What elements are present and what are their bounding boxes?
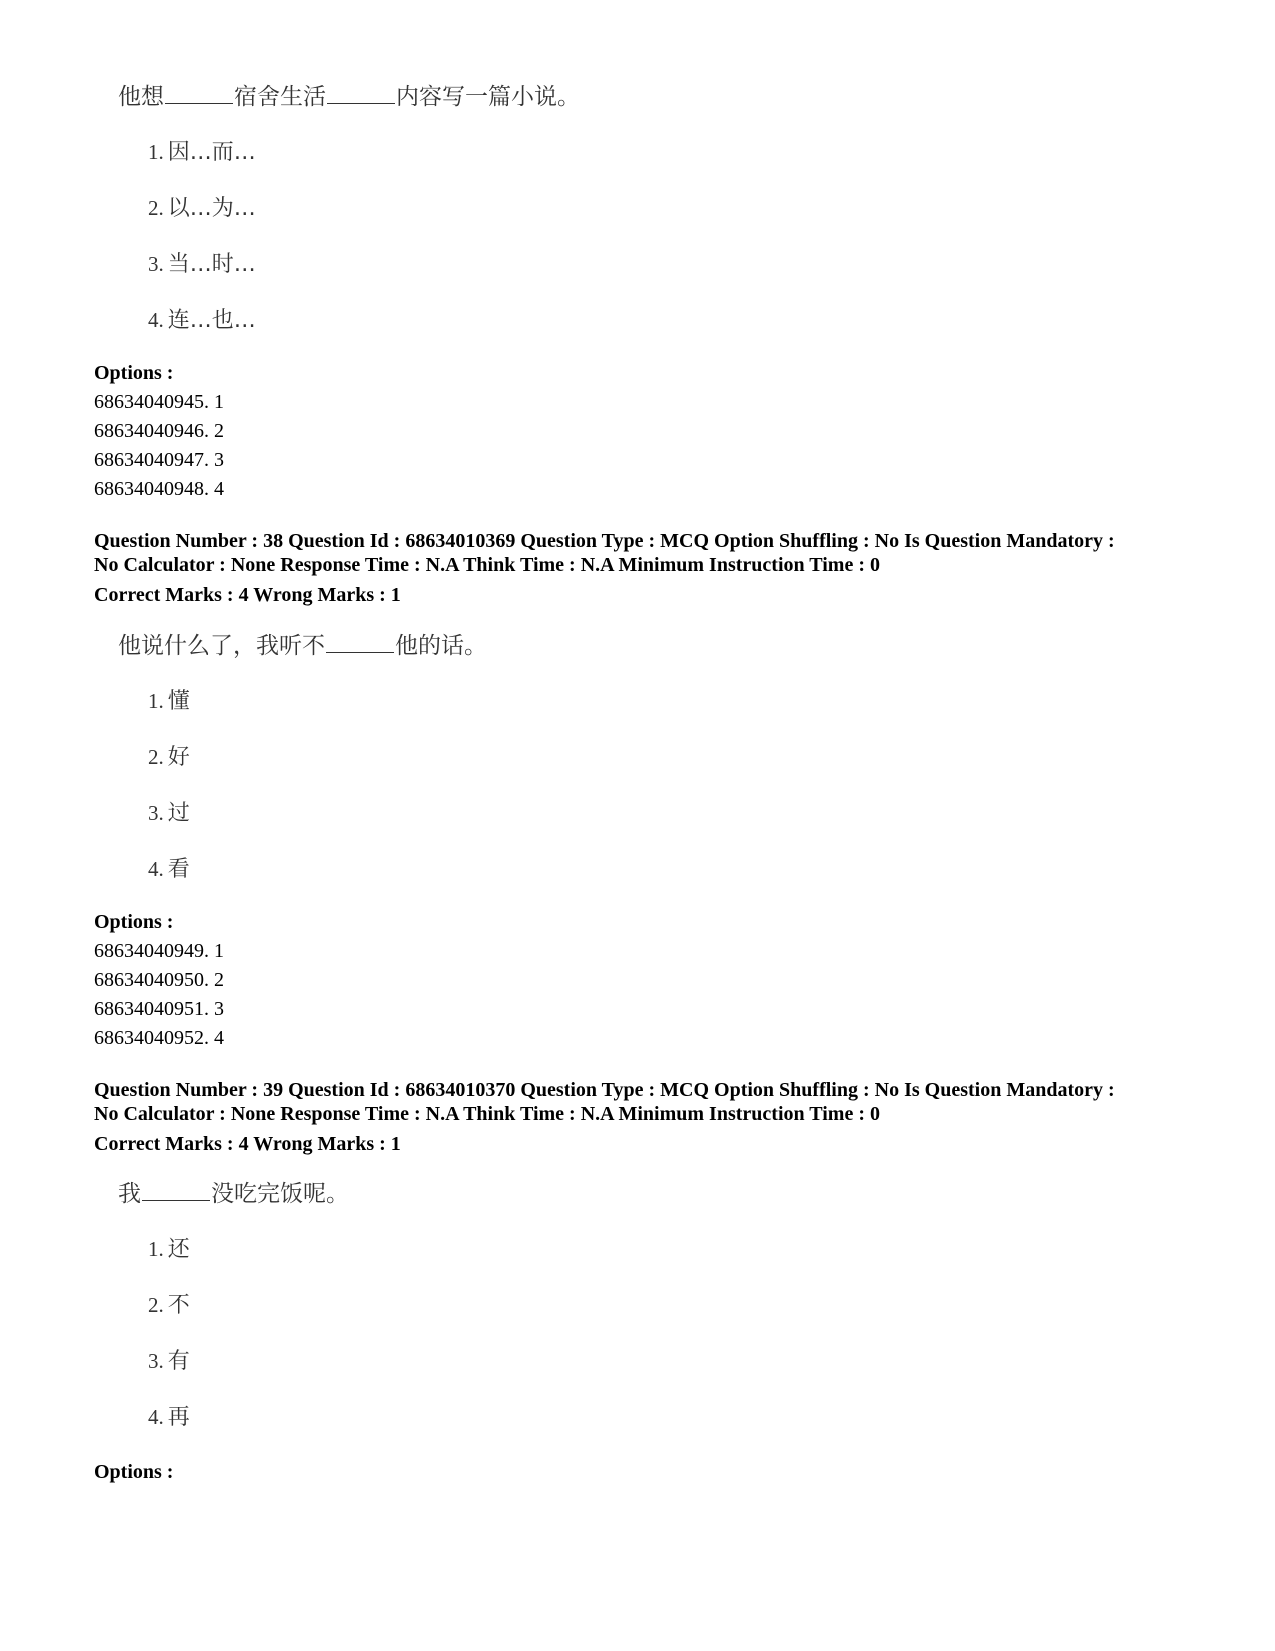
- choice-item: [148, 1346, 878, 1376]
- choice-number: 2.: [148, 745, 164, 769]
- question-38-prompt: [118, 630, 878, 662]
- option-row: 68634040947. 3: [94, 449, 224, 471]
- options-heading: Options :: [94, 1461, 174, 1483]
- meta-line: No Calculator : None Response Time : N.A Think Time : N.A Minimum Instruction Time : 0: [94, 554, 880, 576]
- choice-item: [148, 193, 878, 223]
- blank-line: [142, 1178, 210, 1201]
- question-37-options: [94, 359, 224, 504]
- blank-line: [165, 81, 233, 104]
- option-row: 68634040946. 2: [94, 420, 224, 442]
- question-37-prompt: [118, 81, 878, 113]
- option-row: 68634040948. 4: [94, 478, 224, 500]
- choice-text: 因…而…: [167, 140, 256, 165]
- choice-text: 好: [167, 745, 190, 770]
- question-39-prompt: [118, 1178, 878, 1210]
- question-38-options: [94, 908, 224, 1053]
- choice-item: [148, 1290, 878, 1320]
- choice-number: 1.: [148, 689, 164, 713]
- prompt-text: 他的话。: [395, 633, 487, 659]
- question-39-content: [118, 1178, 878, 1432]
- meta-line: No Calculator : None Response Time : N.A Think Time : N.A Minimum Instruction Time : 0: [94, 1103, 880, 1125]
- option-row: 68634040950. 2: [94, 969, 224, 991]
- question-38-content: [118, 630, 878, 884]
- choice-text: 还: [167, 1237, 190, 1262]
- choice-item: [148, 305, 878, 335]
- choice-number: 3.: [148, 252, 164, 276]
- choice-number: 3.: [148, 801, 164, 825]
- choice-number: 4.: [148, 308, 164, 332]
- choice-text: 有: [167, 1349, 190, 1374]
- question-39-meta: [94, 1078, 1204, 1156]
- option-row: 68634040949. 1: [94, 940, 224, 962]
- option-row: 68634040952. 4: [94, 1027, 224, 1049]
- marks-line: Correct Marks : 4 Wrong Marks : 1: [94, 584, 401, 606]
- question-38-meta: [94, 529, 1204, 607]
- prompt-text: 内容写一篇小说。: [396, 84, 580, 110]
- choice-item: [148, 1402, 878, 1432]
- question-37-content: [118, 81, 878, 335]
- blank-line: [327, 81, 395, 104]
- prompt-text: 他想: [118, 84, 164, 110]
- choice-number: 4.: [148, 857, 164, 881]
- choice-text: 再: [167, 1405, 190, 1430]
- choice-text: 懂: [167, 689, 190, 714]
- prompt-text: 我: [118, 1181, 141, 1207]
- choice-text: 以…为…: [167, 196, 256, 221]
- choice-item: [148, 798, 878, 828]
- marks-line: Correct Marks : 4 Wrong Marks : 1: [94, 1133, 401, 1155]
- choice-text: 当…时…: [167, 252, 256, 277]
- prompt-text: 宿舍生活: [234, 84, 326, 110]
- choice-text: 连…也…: [167, 308, 256, 333]
- choice-item: [148, 686, 878, 716]
- options-heading: Options :: [94, 362, 174, 384]
- choice-text: 不: [167, 1293, 190, 1318]
- choice-item: [148, 742, 878, 772]
- choice-number: 4.: [148, 1405, 164, 1429]
- option-row: 68634040951. 3: [94, 998, 224, 1020]
- choice-item: [148, 1234, 878, 1264]
- choice-item: [148, 137, 878, 167]
- option-row: 68634040945. 1: [94, 391, 224, 413]
- prompt-text: 没吃完饭呢。: [211, 1181, 349, 1207]
- choice-number: 1.: [148, 1237, 164, 1261]
- choice-number: 2.: [148, 196, 164, 220]
- choice-text: 过: [167, 801, 190, 826]
- question-39-options: [94, 1458, 173, 1487]
- prompt-text: 他说什么了，我听不: [118, 633, 325, 659]
- choice-number: 2.: [148, 1293, 164, 1317]
- options-heading: Options :: [94, 911, 174, 933]
- meta-line: Question Number : 39 Question Id : 68634010370 Question Type : MCQ Option Shuffling : No Is Question Mandatory :: [94, 1079, 1115, 1101]
- meta-line: Question Number : 38 Question Id : 68634010369 Question Type : MCQ Option Shuffling : No Is Question Mandatory :: [94, 530, 1115, 552]
- choice-number: 3.: [148, 1349, 164, 1373]
- choice-item: [148, 854, 878, 884]
- choice-text: 看: [167, 857, 190, 882]
- choice-item: [148, 249, 878, 279]
- blank-line: [326, 630, 394, 653]
- choice-number: 1.: [148, 140, 164, 164]
